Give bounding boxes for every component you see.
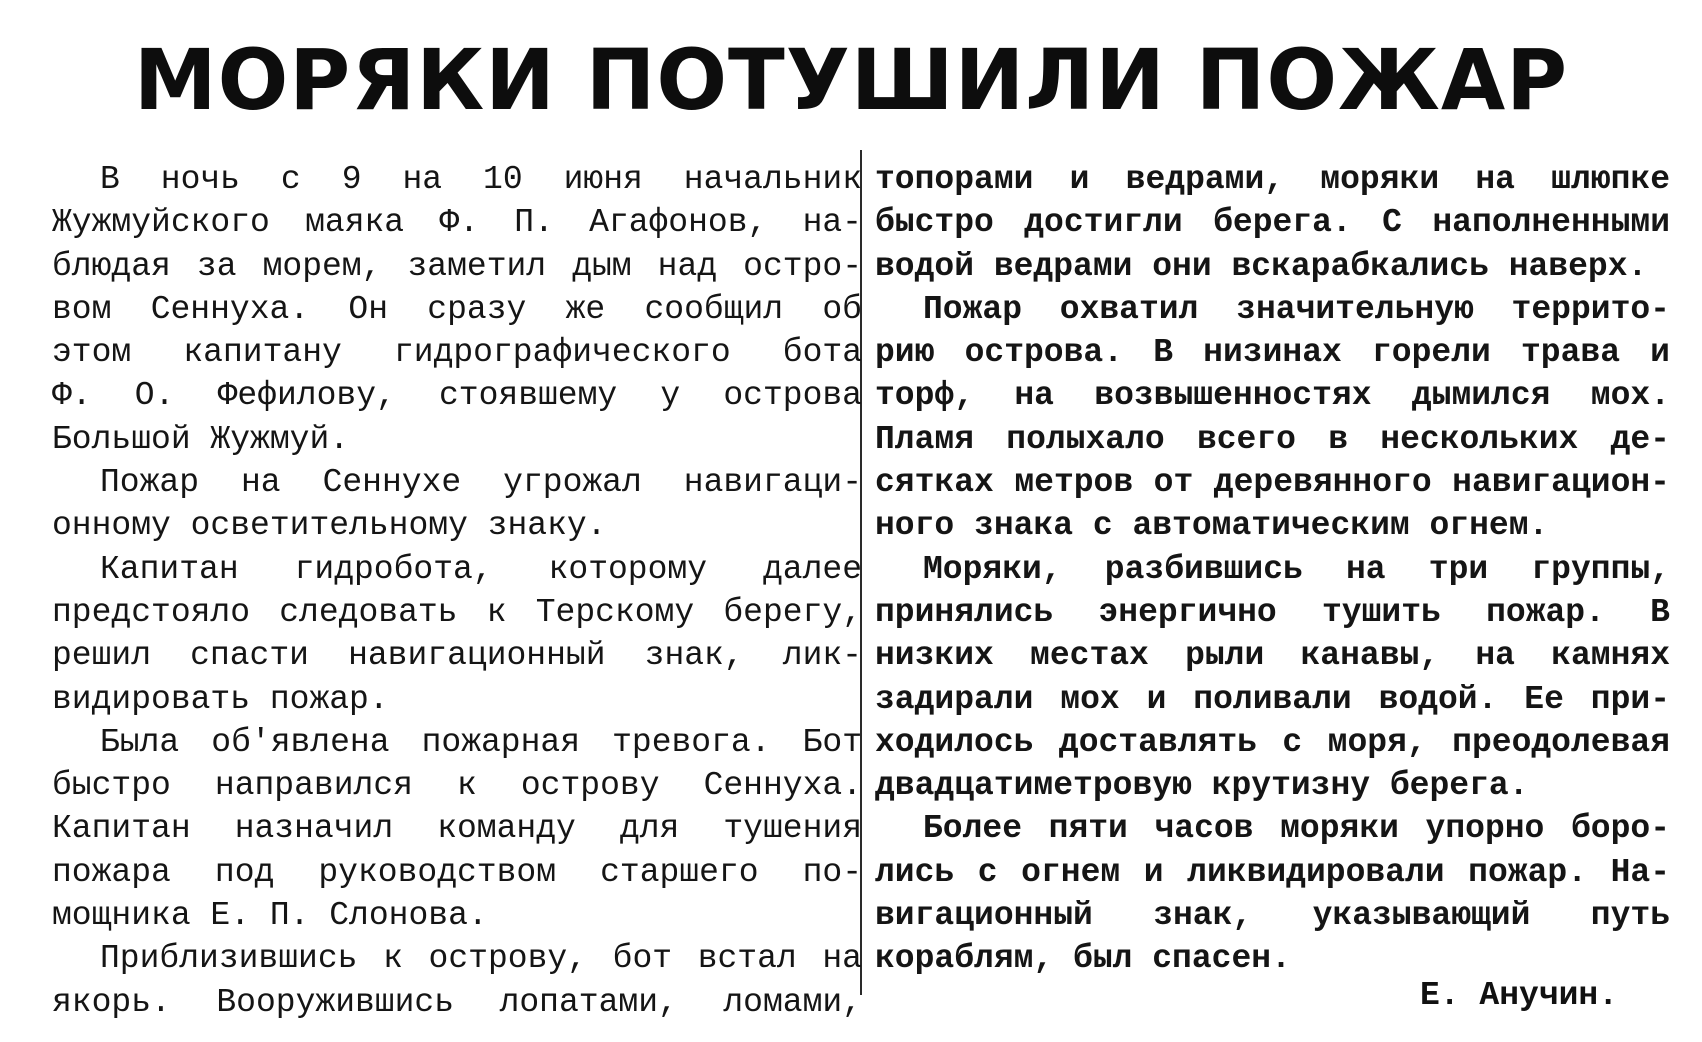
text-line: вом Сеннуха. Он сразу же сообщил об: [52, 290, 862, 328]
text-line: вигационный знак, указывающий путь: [875, 897, 1670, 935]
text-line: рию острова. В низинах горели трава и: [875, 334, 1670, 372]
text-line: этом капитану гидрографического бота: [52, 334, 862, 372]
text-line: Капитан назначил команду для тушения: [52, 810, 862, 848]
text-line: решил спасти навигационный знак, лик-: [52, 637, 862, 675]
text-line: Жужмуйского маяка Ф. П. Агафонов, на-: [52, 204, 862, 242]
text-line: Пламя полыхало всего в нескольких де-: [875, 420, 1670, 458]
headline: МОРЯКИ ПОТУШИЛИ ПОЖАР: [133, 31, 1569, 129]
text-line: Приблизившись к острову, бот встал на: [100, 940, 862, 978]
text-line: В ночь с 9 на 10 июня начальник: [100, 161, 862, 198]
text-line: видировать пожар.: [52, 680, 389, 718]
text-line: торф, на возвышенностях дымился мох.: [875, 377, 1670, 415]
text-line: предстояло следовать к Терскому берегу,: [52, 593, 862, 631]
author-signature: Е. Анучин.: [1420, 977, 1619, 1014]
article-column-right: [875, 158, 1670, 981]
text-line: ходилось доставлять с моря, преодолевая: [875, 723, 1670, 761]
text-line: пожара под руководством старшего по-: [52, 853, 862, 891]
text-line: кораблям, был спасен.: [875, 940, 1291, 978]
text-line: задирали мох и поливали водой. Ее при-: [875, 680, 1670, 718]
text-line: топорами и ведрами, моряки на шлюпке: [875, 161, 1670, 198]
text-line: сятках метров от деревянного навигацион-: [875, 464, 1670, 502]
text-line: Пожар охватил значительную террито-: [923, 290, 1670, 328]
text-line: мощника Е. П. Слонова.: [52, 897, 488, 935]
text-line: ного знака с автоматическим огнем.: [875, 507, 1549, 545]
text-line: Ф. О. Фефилову, стоявшему у острова: [52, 377, 862, 415]
text-line: принялись энергично тушить пожар. В: [875, 593, 1670, 631]
article-column-left: [52, 158, 862, 1024]
text-line: Большой Жужмуй.: [52, 420, 350, 458]
text-line: водой ведрами они вскарабкались наверх.: [875, 247, 1648, 285]
text-line: Моряки, разбившись на три группы,: [923, 550, 1670, 588]
text-line: лись с огнем и ликвидировали пожар. На-: [875, 853, 1670, 891]
text-line: блюдая за морем, заметил дым над остро-: [52, 247, 862, 285]
text-line: быстро достигли берега. С наполненными: [875, 204, 1670, 242]
text-line: Капитан гидробота, которому далее: [100, 550, 862, 588]
text-line: онному осветительному знаку.: [52, 507, 607, 545]
text-line: Более пяти часов моряки упорно боро-: [923, 810, 1670, 848]
text-line: двадцатиметровую крутизну берега.: [875, 767, 1529, 805]
text-line: Была об'явлена пожарная тревога. Бот: [100, 723, 862, 761]
text-line: Пожар на Сеннухе угрожал навигаци-: [100, 464, 862, 502]
text-line: якорь. Вооружившись лопатами, ломами,: [52, 983, 862, 1021]
text-line: быстро направился к острову Сеннуха.: [52, 767, 862, 805]
text-line: низких местах рыли канавы, на камнях: [875, 637, 1670, 675]
